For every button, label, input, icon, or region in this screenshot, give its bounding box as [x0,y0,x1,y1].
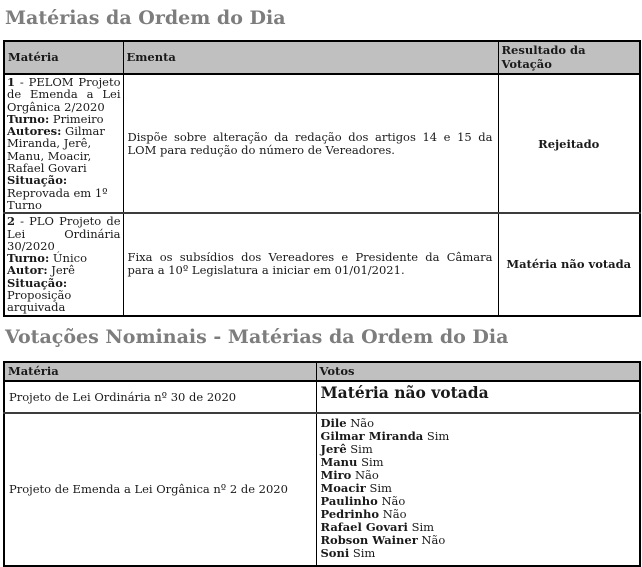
field-value: Primeiro [52,111,104,126]
column-header-votos: Votos [316,362,640,381]
table-row [4,381,640,413]
field-label: Situação: [7,173,68,188]
materia-field-autores [7,125,121,174]
vote-value: Sim [361,454,384,469]
materia-number: 1 [7,75,16,89]
vote-value: Sim [369,480,392,495]
votos-cell [316,413,640,566]
column-header-materia: Matéria [4,362,316,381]
page-title-materias: Matérias da Ordem do Dia [5,7,286,29]
vote-value: Sim [426,428,450,443]
table-header-row [4,41,640,74]
voter-name: Jerê [320,441,347,456]
field-label: Turno: [7,251,50,266]
field-label: Autor: [7,263,48,278]
vote-value: Não [421,532,446,547]
table-row [4,213,640,315]
table-header-row [4,362,640,381]
field-value: Jerê [51,263,75,278]
voter-name: Soni [320,545,350,560]
voter-name: Dile [320,415,347,430]
materia-number: 2 [7,214,16,229]
field-value: Reprovada em 1º Turno [7,185,108,212]
field-value: Proposição arquivada [7,288,72,315]
materia-cell: Projeto de Lei Ordinária nº 30 de 2020 [4,381,316,413]
voter-name: Pedrinho [320,506,380,521]
materia-title-text: - PELOM Projeto de Emenda a Lei Orgânica 2/2020 [7,75,121,114]
field-label: Autores: [7,124,62,139]
field-label: Situação: [7,275,68,290]
field-value: Gilmar Miranda, Jerê, Manu, Moacir, Rafael Govari [7,124,105,176]
column-header-ementa: Ementa [123,41,498,74]
ementa-cell: Dispõe sobre alteração da redação dos artigos 14 e 15 da LOM para redução do número de Vereadores. [123,74,498,213]
materia-title [7,76,121,113]
materia-field-situacao [7,174,121,211]
voter-name: Rafael Govari [320,519,408,534]
votos-status-cell: Matéria não votada [316,381,640,413]
vote-value: Não [381,493,406,508]
materia-cell [4,213,123,315]
materia-cell [4,74,123,213]
voter-name: Robson Wainer [320,532,418,547]
voter-name: Gilmar Miranda [320,428,424,443]
materia-field-situacao [7,277,121,314]
materias-table [3,40,641,317]
materia-title-text: - PLO Projeto de Lei Ordinária 30/2020 [7,214,121,253]
field-value: Único [52,251,87,266]
vote-line [321,547,636,560]
table-row [4,74,640,213]
voter-name: Moacir [320,480,366,495]
vote-value: Não [382,506,407,521]
vote-value: Sim [352,545,376,560]
vote-value: Não [350,415,375,430]
column-header-materia: Matéria [4,41,123,74]
table-row [4,413,640,566]
column-header-resultado: Resultado da Votação [498,41,640,74]
resultado-cell: Matéria não votada [498,213,640,315]
field-label: Turno: [7,111,50,126]
votacoes-table [3,361,641,567]
vote-value: Não [354,467,379,482]
vote-value: Sim [350,441,373,456]
page-title-votacoes-nominais: Votações Nominais - Matérias da Ordem do Dia [5,325,509,348]
vote-line [321,469,636,482]
voter-name: Manu [320,454,358,469]
materia-cell: Projeto de Emenda a Lei Orgânica nº 2 de 2020 [4,413,316,566]
resultado-cell: Rejeitado [498,74,640,213]
ementa-cell: Fixa os subsídios dos Vereadores e Presidente da Câmara para a 10º Legislatura a iniciar em 01/01/2021. [123,213,498,315]
voter-name: Paulinho [320,493,378,508]
materia-title [7,215,121,252]
vote-value: Sim [411,519,435,534]
voter-name: Miro [320,467,352,482]
